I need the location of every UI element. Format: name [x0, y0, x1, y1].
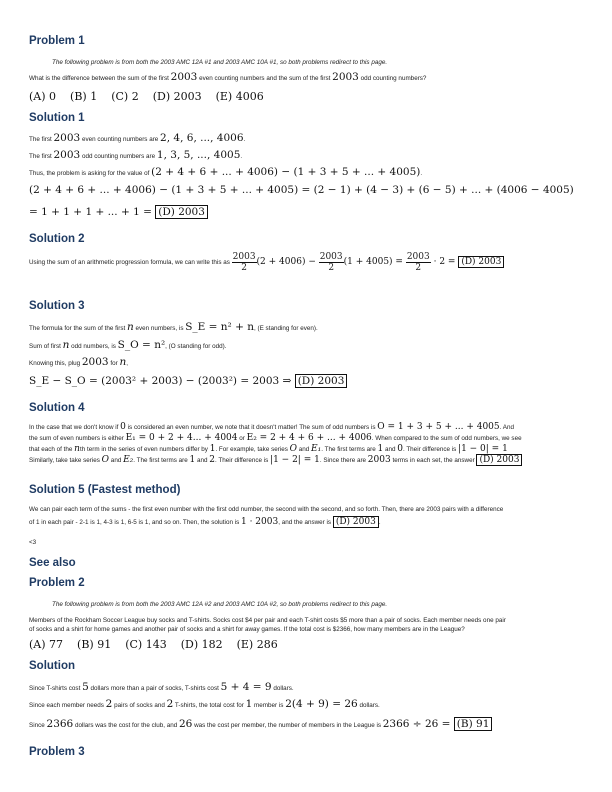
solution-line-3	[29, 720, 585, 731]
solution-4-heading	[29, 402, 585, 414]
fraction	[406, 252, 431, 273]
math: S_E − S_O = (2003² + 2003) − (2003²) = 2003 ⇒	[29, 375, 295, 387]
math: 1	[245, 698, 253, 710]
text: odd counting numbers are	[80, 153, 157, 160]
text: What is the difference between the sum of the first	[29, 75, 171, 82]
math: 2003	[367, 455, 391, 465]
math: 2, 4, 6, ..., 4006	[160, 132, 244, 144]
text: The formula for the sum of the first	[29, 325, 127, 332]
text: , (O standing for odd).	[165, 343, 227, 350]
solution-5-heading	[29, 484, 585, 496]
math: · 2 =	[430, 257, 459, 268]
solution-5-line-1: We can pair each term of the sums - the first even number with the first odd number, the second with the second, and so forth. Then, there are 2003 pairs with a difference	[29, 506, 504, 513]
math: 5	[82, 681, 89, 693]
problem-2-question	[29, 616, 585, 634]
math: O	[101, 455, 110, 465]
text: Thus, the problem is asking for the value of	[29, 170, 152, 177]
section-title: Solution 5 (Fastest method)	[29, 484, 181, 496]
text: was the cost per member, the number of members in the League is	[192, 722, 383, 729]
solution-1-result	[29, 206, 585, 218]
section-title: Solution 4	[29, 402, 85, 414]
choice-e: (E) 4006	[215, 90, 264, 103]
choice-b: (B) 1	[70, 90, 98, 103]
solution-heading	[29, 660, 585, 672]
math: n	[74, 444, 80, 454]
text: The first	[29, 136, 54, 143]
text: In the case that we don't know if	[29, 424, 121, 431]
math: 26	[178, 718, 193, 730]
math: S_E = n² + n	[185, 321, 255, 333]
text: dollars.	[357, 702, 380, 709]
math: n	[127, 321, 134, 333]
solution-3-line-1	[29, 323, 585, 334]
math: E₂	[123, 455, 134, 465]
text: is considered an even number, we note that it doesn't matter! The sum of odd numbers is	[125, 424, 378, 431]
problem-2-heading	[29, 577, 585, 589]
math: (1 + 4005) =	[343, 257, 406, 268]
text: . Their difference is	[214, 457, 271, 464]
text: Using the sum of an arithmetic progression formula, we can write this as	[29, 259, 232, 267]
choice-b: (B) 91	[77, 638, 112, 651]
math: (2 + 4006) −	[256, 257, 319, 268]
problem-1-heading	[29, 35, 585, 47]
math: 2003	[332, 71, 359, 83]
choice-d: (D) 182	[180, 638, 223, 651]
math: 2003	[53, 132, 81, 144]
math: 2(4 + 9) = 26	[285, 698, 358, 710]
solution-4-line-4	[29, 455, 585, 466]
text: Similarly, take take series	[29, 457, 102, 464]
math: 1	[209, 444, 216, 454]
choice-a: (A) 0	[29, 90, 57, 103]
text: member is	[252, 702, 286, 709]
text: . Their difference is	[402, 446, 459, 453]
solution-line-2	[29, 700, 585, 711]
solution-3-line-3	[29, 358, 585, 369]
problem-2-line-1: Members of the Rockham Soccer League buy socks and T-shirts. Socks cost $4 per pair and each T-shirt costs $5 more than a pair of socks. Each member needs one pair	[29, 617, 506, 624]
answer-choices	[29, 638, 585, 651]
solution-4-line-1	[29, 422, 585, 433]
denominator: 2	[328, 263, 335, 273]
redirect-note: The following problem is from both the 2003 AMC 12A #2 and 2003 AMC 10A #2, so both problems redirect to this page.	[52, 601, 388, 608]
see-also-heading	[29, 557, 585, 569]
solution-5-body	[29, 504, 585, 529]
section-title: Problem 3	[29, 746, 85, 758]
text: . The first terms are	[321, 446, 378, 453]
text: ,	[126, 360, 128, 367]
section-title: Solution 3	[29, 300, 85, 312]
boxed-answer: (D) 2003	[458, 256, 504, 268]
fraction	[319, 252, 344, 273]
text: T-shirts, the total cost for	[173, 702, 246, 709]
math: 2003	[81, 356, 109, 368]
solution-4-body	[29, 422, 585, 466]
boxed-answer: (D) 2003	[295, 374, 348, 388]
text: and	[383, 446, 398, 453]
math: 1	[377, 444, 384, 454]
text: , and the answer is	[278, 519, 333, 526]
text: for	[108, 360, 120, 367]
boxed-answer: (D) 2003	[333, 516, 379, 528]
math: 2003	[53, 149, 81, 161]
text: , (E standing for even).	[254, 325, 318, 332]
text: Knowing this, plug	[29, 360, 82, 367]
math: 1, 3, 5, ..., 4005	[156, 149, 241, 161]
math: S_O = n²	[117, 339, 166, 351]
solution-1-line-3	[29, 168, 585, 179]
boxed-answer: (D) 2003	[476, 454, 522, 466]
text: th term in the series of even numbers differ by	[79, 446, 210, 453]
text: pairs of socks and	[112, 702, 167, 709]
section-title: Solution 2	[29, 233, 85, 245]
answer-choices	[29, 90, 585, 103]
solution-line-1	[29, 683, 585, 694]
text: and	[297, 446, 312, 453]
text: odd counting numbers?	[358, 75, 427, 82]
text: . For example, take series	[215, 446, 290, 453]
math: O	[289, 444, 298, 454]
solution-2-formula	[29, 252, 585, 273]
math: 1 · 2003	[241, 517, 279, 527]
text: and	[195, 457, 210, 464]
section-title: Solution	[29, 660, 75, 672]
text: Since	[29, 722, 47, 729]
math: 2366	[46, 718, 74, 730]
redirect-note: The following problem is from both the 2003 AMC 12A #1 and 2003 AMC 10A #1, so both problems redirect to this page.	[52, 59, 388, 66]
math: 2	[105, 698, 113, 710]
boxed-answer: (B) 91	[454, 717, 493, 731]
text: even numbers, is	[133, 325, 186, 332]
text: the sum of even numbers is either	[29, 435, 126, 442]
text: dollars.	[271, 685, 294, 692]
math: = 1 + 1 + 1 + ... + 1 =	[29, 206, 156, 218]
section-title: Solution 1	[29, 112, 85, 124]
text: even counting numbers and the sum of the first	[197, 75, 333, 82]
section-title: See also	[29, 557, 76, 569]
solution-3-equation	[29, 375, 585, 387]
choice-a: (A) 77	[29, 638, 64, 651]
text: .	[378, 519, 381, 526]
math: 0	[397, 444, 403, 454]
math: 0	[120, 422, 126, 432]
solution-2-heading	[29, 233, 585, 245]
math: E₁	[311, 444, 322, 454]
text: . When compared to the sum of odd numbers, we see	[371, 435, 522, 442]
text: terms in each set, the answer	[390, 457, 477, 464]
text: or	[237, 435, 247, 442]
text: dollars more than a pair of socks, T-shirts cost	[88, 685, 221, 692]
math: 2003	[170, 71, 198, 83]
choice-c: (C) 2	[111, 90, 139, 103]
numerator: 2003	[406, 252, 430, 262]
numerator: 2003	[319, 252, 343, 262]
choice-d: (D) 2003	[152, 90, 202, 103]
section-title: Problem 2	[29, 577, 85, 589]
text: odd numbers, is	[69, 343, 118, 350]
math: |1 − 2| = 1	[270, 455, 320, 465]
text: that each of the	[29, 446, 75, 453]
heart-text: <3	[29, 539, 37, 546]
text: dollars was the cost for the club, and	[73, 722, 179, 729]
text: The first	[29, 153, 54, 160]
problem-3-heading	[29, 746, 585, 758]
text: Since T-shirts cost	[29, 685, 83, 692]
solution-1-line-2	[29, 151, 585, 162]
section-title: Problem 1	[29, 35, 85, 47]
choice-c: (C) 143	[125, 638, 167, 651]
text: .	[420, 170, 423, 177]
math: |1 − 0| = 1	[458, 444, 508, 454]
math: 5 + 4 = 9	[220, 681, 272, 693]
text: . The first terms are	[133, 457, 190, 464]
solution-5-line-2	[29, 516, 585, 529]
math: E₁ = 0 + 2 + 4... + 4004	[125, 433, 238, 443]
fraction	[232, 252, 257, 273]
math: (2 + 4 + 6 + ... + 4006) − (1 + 3 + 5 + ... + 4005)	[151, 166, 421, 178]
math: 2366 ÷ 26 =	[382, 718, 454, 730]
solution-1-heading	[29, 112, 585, 124]
solution-3-heading	[29, 300, 585, 312]
math: O = 1 + 3 + 5 + ... + 4005	[377, 422, 500, 432]
text: .	[243, 136, 246, 143]
text: .	[240, 153, 243, 160]
math: n	[119, 356, 127, 368]
choice-e: (E) 286	[236, 638, 278, 651]
text: Sum of first	[29, 343, 63, 350]
text: Since each member needs	[29, 702, 106, 709]
solution-4-line-2	[29, 433, 585, 444]
text: and	[109, 457, 124, 464]
math: n	[62, 339, 70, 351]
text: of 1 in each pair - 2-1 is 1, 4-3 is 1, 6-5 is 1, and so on. Then, the solution is	[29, 519, 241, 526]
denominator: 2	[241, 263, 247, 273]
math: E₂ = 2 + 4 + 6 + ... + 4006	[246, 433, 372, 443]
solution-1-equation: (2 + 4 + 6 + ... + 4006) − (1 + 3 + 5 + ... + 4005) = (2 − 1) + (4 − 3) + (6 − 5) + ... + (4006 − 4005)	[29, 184, 574, 196]
problem-1-question	[29, 73, 585, 84]
text: . Since there are	[319, 457, 368, 464]
math: 2	[209, 455, 215, 465]
solution-1-line-1	[29, 134, 585, 145]
solution-3-line-2	[29, 341, 585, 352]
problem-2-line-2: of socks and a shirt for home games and another pair of socks and a shirt for away games. If the total cost is $2366, how many members are in the League?	[29, 626, 465, 633]
boxed-answer: (D) 2003	[155, 205, 208, 219]
text: even counting numbers are	[80, 136, 161, 143]
numerator: 2003	[232, 252, 256, 262]
text: . And	[499, 424, 514, 431]
math: 2	[166, 698, 174, 710]
math: 1	[189, 455, 196, 465]
denominator: 2	[415, 263, 422, 273]
